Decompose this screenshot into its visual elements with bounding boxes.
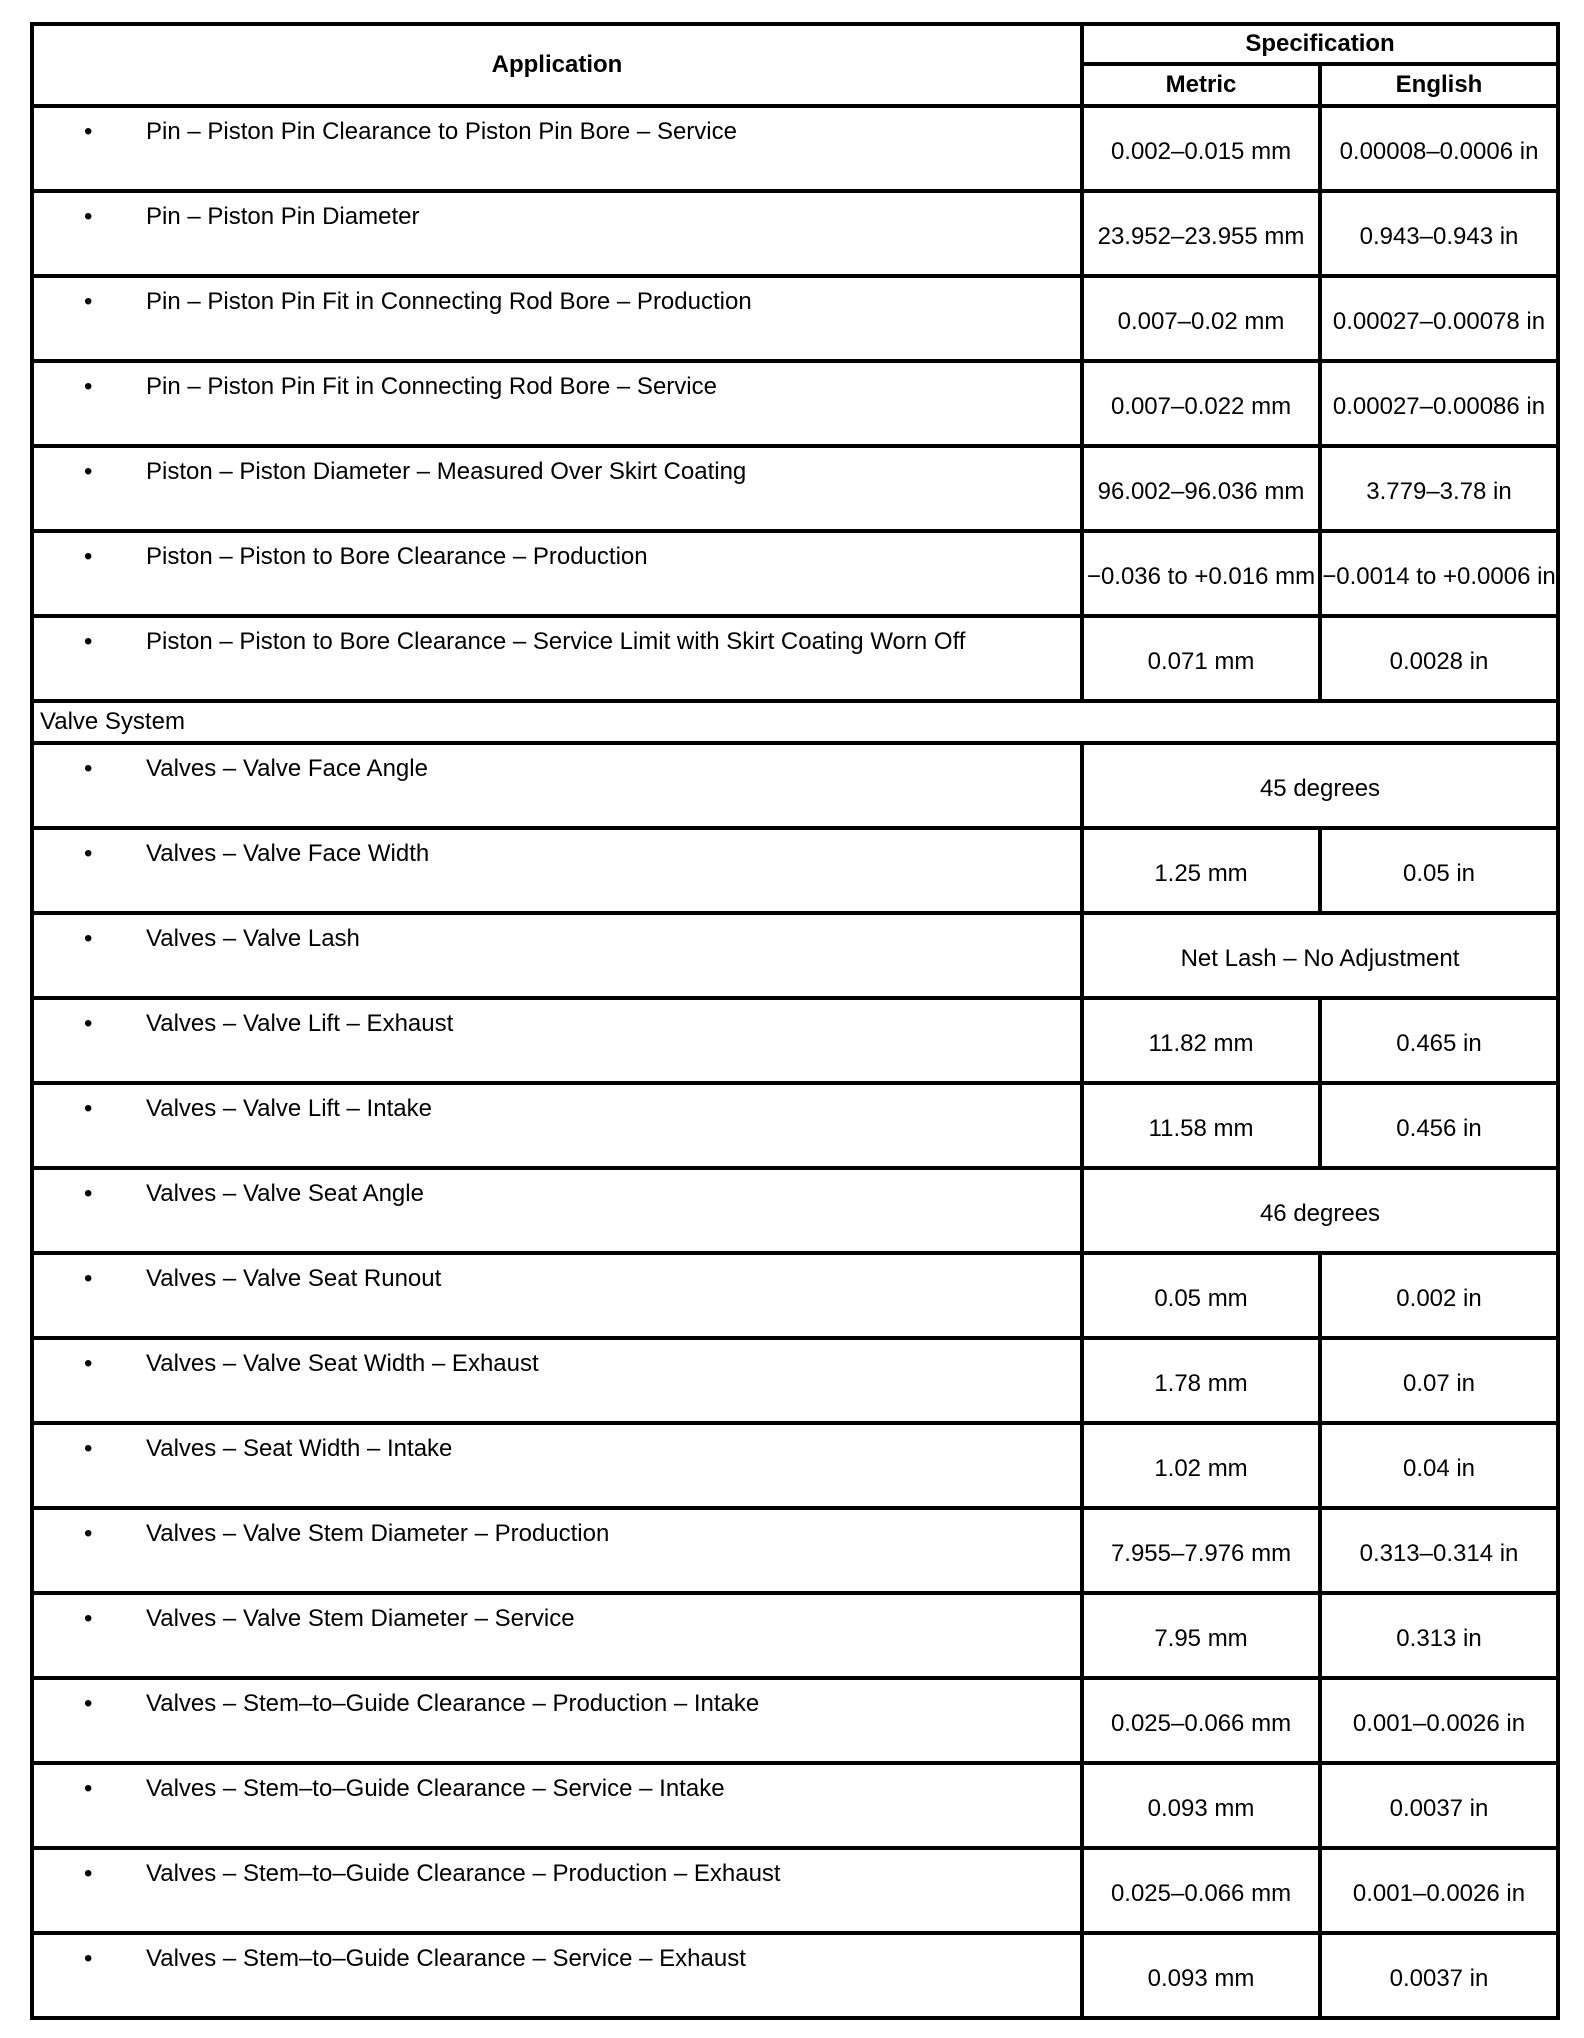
application-cell: • Valves – Stem–to–Guide Clearance – Production – Exhaust <box>32 1848 1082 1933</box>
section-label: Valve System <box>32 701 1558 743</box>
metric-cell: 0.025–0.066 mm <box>1082 1848 1320 1933</box>
bullet-icon: • <box>84 925 93 952</box>
application-cell: • Valves – Valve Stem Diameter – Service <box>32 1593 1082 1678</box>
combined-value-cell: 45 degrees <box>1082 743 1558 828</box>
table-row <box>32 1253 1558 1338</box>
metric-cell: 96.002–96.036 mm <box>1082 446 1320 531</box>
bullet-icon: • <box>84 1945 93 1972</box>
bullet-icon: • <box>84 755 93 782</box>
application-cell: • Valves – Valve Seat Angle <box>32 1168 1082 1253</box>
metric-cell: 23.952–23.955 mm <box>1082 191 1320 276</box>
application-cell: • Valves – Valve Lift – Intake <box>32 1083 1082 1168</box>
metric-cell: 0.025–0.066 mm <box>1082 1678 1320 1763</box>
english-cell: 0.04 in <box>1320 1423 1558 1508</box>
bullet-icon: • <box>84 1605 93 1632</box>
english-cell: 0.943–0.943 in <box>1320 191 1558 276</box>
table-row <box>32 743 1558 828</box>
bullet-icon: • <box>84 1775 93 1802</box>
header-application: Application <box>32 24 1082 106</box>
table-row <box>32 828 1558 913</box>
bullet-icon: • <box>84 203 93 230</box>
combined-value-cell: 46 degrees <box>1082 1168 1558 1253</box>
table-row <box>32 1933 1558 2018</box>
table-row <box>32 913 1558 998</box>
bullet-icon: • <box>84 1095 93 1122</box>
bullet-icon: • <box>84 840 93 867</box>
application-cell: • Valves – Valve Lift – Exhaust <box>32 998 1082 1083</box>
application-cell: • Valves – Valve Seat Runout <box>32 1253 1082 1338</box>
metric-cell: 1.25 mm <box>1082 828 1320 913</box>
application-cell: • Pin – Piston Pin Fit in Connecting Rod Bore – Service <box>32 361 1082 446</box>
metric-cell: 0.002–0.015 mm <box>1082 106 1320 191</box>
table-row <box>32 1168 1558 1253</box>
metric-cell: 0.007–0.022 mm <box>1082 361 1320 446</box>
metric-cell: 0.071 mm <box>1082 616 1320 701</box>
specification-table <box>30 22 1560 2020</box>
bullet-icon: • <box>84 1690 93 1717</box>
english-cell: 0.07 in <box>1320 1338 1558 1423</box>
metric-cell: 0.093 mm <box>1082 1763 1320 1848</box>
table-row <box>32 1083 1558 1168</box>
metric-cell: 0.007–0.02 mm <box>1082 276 1320 361</box>
application-cell: • Valves – Valve Stem Diameter – Production <box>32 1508 1082 1593</box>
metric-cell: 0.05 mm <box>1082 1253 1320 1338</box>
bullet-icon: • <box>84 1265 93 1292</box>
table-row <box>32 1423 1558 1508</box>
section-row <box>32 701 1558 743</box>
application-cell: • Valves – Stem–to–Guide Clearance – Service – Exhaust <box>32 1933 1082 2018</box>
bullet-icon: • <box>84 1180 93 1207</box>
application-cell: • Piston – Piston to Bore Clearance – Production <box>32 531 1082 616</box>
english-cell: 0.465 in <box>1320 998 1558 1083</box>
application-cell: • Valves – Seat Width – Intake <box>32 1423 1082 1508</box>
table-row <box>32 531 1558 616</box>
application-cell: • Pin – Piston Pin Diameter <box>32 191 1082 276</box>
table-row <box>32 1508 1558 1593</box>
english-cell: 0.313–0.314 in <box>1320 1508 1558 1593</box>
table-row <box>32 1763 1558 1848</box>
metric-cell: 11.82 mm <box>1082 998 1320 1083</box>
metric-cell: 1.02 mm <box>1082 1423 1320 1508</box>
bullet-icon: • <box>84 543 93 570</box>
metric-cell: 11.58 mm <box>1082 1083 1320 1168</box>
bullet-icon: • <box>84 1010 93 1037</box>
application-cell: • Valves – Stem–to–Guide Clearance – Production – Intake <box>32 1678 1082 1763</box>
table-row <box>32 361 1558 446</box>
metric-cell: 7.955–7.976 mm <box>1082 1508 1320 1593</box>
table-row <box>32 276 1558 361</box>
english-cell: 0.001–0.0026 in <box>1320 1678 1558 1763</box>
bullet-icon: • <box>84 1350 93 1377</box>
english-cell: 0.456 in <box>1320 1083 1558 1168</box>
english-cell: 0.002 in <box>1320 1253 1558 1338</box>
metric-cell: 7.95 mm <box>1082 1593 1320 1678</box>
table-row <box>32 191 1558 276</box>
bullet-icon: • <box>84 1435 93 1462</box>
table-row <box>32 998 1558 1083</box>
header-row-top <box>32 24 1558 64</box>
application-cell: • Valves – Valve Seat Width – Exhaust <box>32 1338 1082 1423</box>
english-cell: 0.05 in <box>1320 828 1558 913</box>
english-cell: 0.313 in <box>1320 1593 1558 1678</box>
application-cell: • Valves – Valve Face Width <box>32 828 1082 913</box>
bullet-icon: • <box>84 1520 93 1547</box>
table-row <box>32 1593 1558 1678</box>
english-cell: 0.00008–0.0006 in <box>1320 106 1558 191</box>
english-cell: 0.0037 in <box>1320 1763 1558 1848</box>
application-cell: • Valves – Stem–to–Guide Clearance – Service – Intake <box>32 1763 1082 1848</box>
bullet-icon: • <box>84 458 93 485</box>
header-english: English <box>1320 64 1558 106</box>
metric-cell: 0.093 mm <box>1082 1933 1320 2018</box>
application-cell: • Piston – Piston Diameter – Measured Over Skirt Coating <box>32 446 1082 531</box>
application-cell: • Valves – Valve Face Angle <box>32 743 1082 828</box>
table-row <box>32 1848 1558 1933</box>
english-cell: −0.0014 to +0.0006 in <box>1320 531 1558 616</box>
bullet-icon: • <box>84 1860 93 1887</box>
bullet-icon: • <box>84 628 93 655</box>
application-cell: • Pin – Piston Pin Clearance to Piston Pin Bore – Service <box>32 106 1082 191</box>
english-cell: 0.0028 in <box>1320 616 1558 701</box>
english-cell: 0.001–0.0026 in <box>1320 1848 1558 1933</box>
header-specification: Specification <box>1082 24 1558 64</box>
header-metric: Metric <box>1082 64 1320 106</box>
english-cell: 0.00027–0.00086 in <box>1320 361 1558 446</box>
table-row <box>32 446 1558 531</box>
table-row <box>32 106 1558 191</box>
metric-cell: 1.78 mm <box>1082 1338 1320 1423</box>
bullet-icon: • <box>84 373 93 400</box>
table-row <box>32 616 1558 701</box>
application-cell: • Valves – Valve Lash <box>32 913 1082 998</box>
english-cell: 0.00027–0.00078 in <box>1320 276 1558 361</box>
combined-value-cell: Net Lash – No Adjustment <box>1082 913 1558 998</box>
table-row <box>32 1678 1558 1763</box>
english-cell: 0.0037 in <box>1320 1933 1558 2018</box>
application-cell: • Piston – Piston to Bore Clearance – Service Limit with Skirt Coating Worn Off <box>32 616 1082 701</box>
application-cell: • Pin – Piston Pin Fit in Connecting Rod Bore – Production <box>32 276 1082 361</box>
metric-cell: −0.036 to +0.016 mm <box>1082 531 1320 616</box>
table-row <box>32 1338 1558 1423</box>
bullet-icon: • <box>84 288 93 315</box>
english-cell: 3.779–3.78 in <box>1320 446 1558 531</box>
bullet-icon: • <box>84 118 93 145</box>
